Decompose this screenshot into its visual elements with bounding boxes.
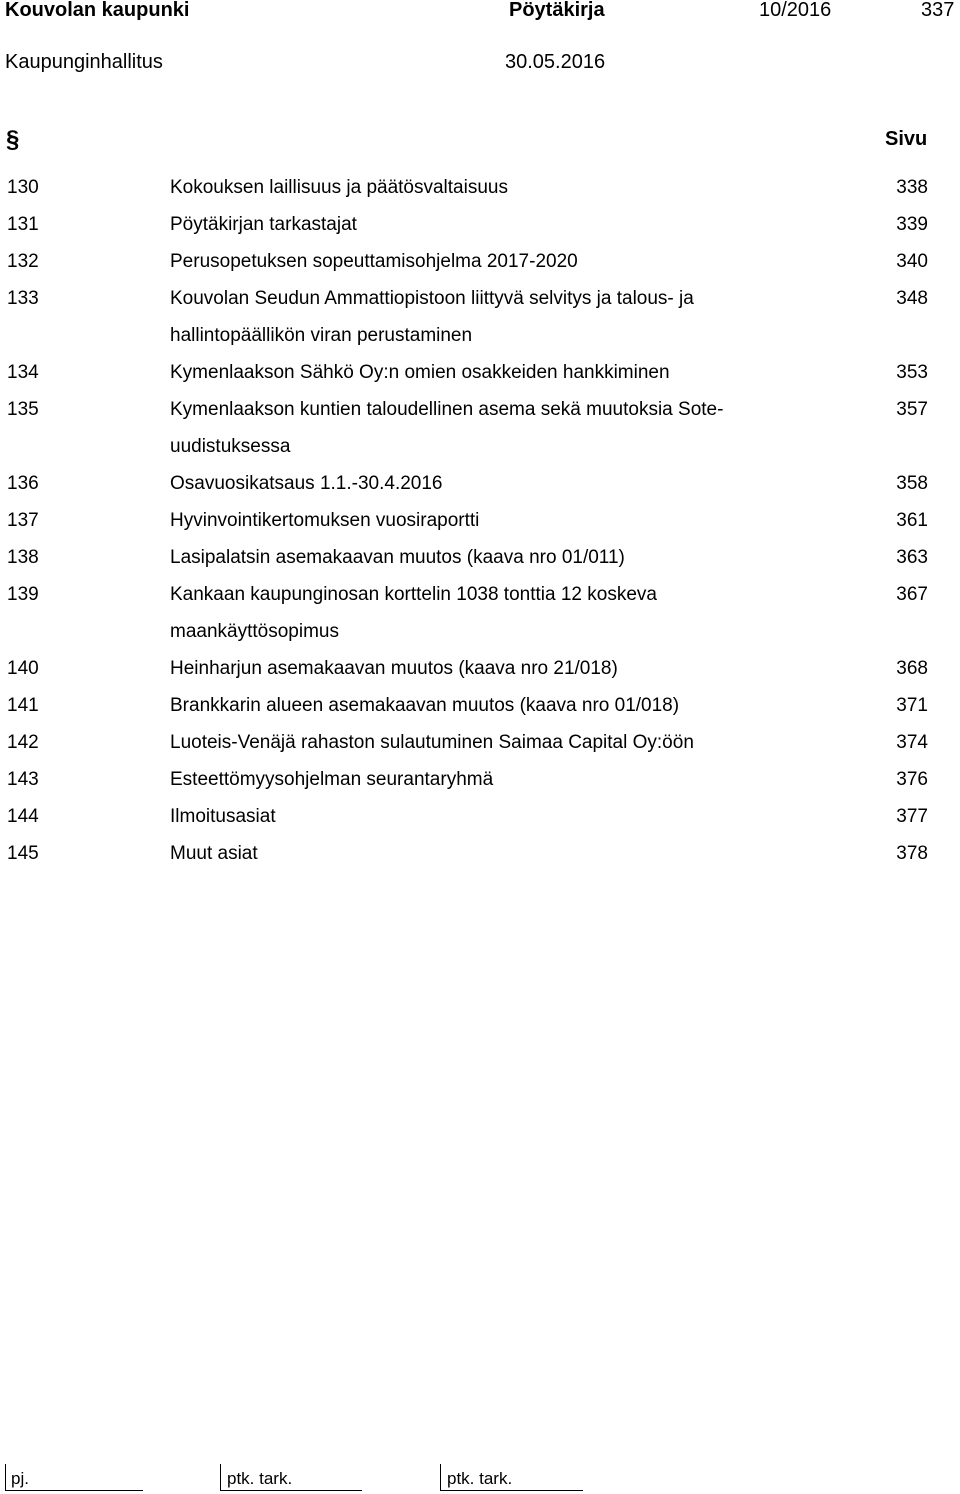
toc-entry-number: 131 xyxy=(7,214,39,235)
checker2-label: ptk. tark. xyxy=(447,1469,513,1488)
toc-entry-title: Hyvinvointikertomuksen vuosiraportti xyxy=(170,510,480,531)
toc-entry-number: 143 xyxy=(7,769,39,790)
toc-entry-title: Luoteis-Venäjä rahaston sulautuminen Saimaa Capital Oy:öön xyxy=(170,732,694,753)
document-type: Pöytäkirja xyxy=(509,0,605,21)
toc-entry-page: 358 xyxy=(896,473,928,494)
toc-entry-number: 132 xyxy=(7,251,39,272)
toc-entry-number: 133 xyxy=(7,288,39,309)
toc-entry-number: 137 xyxy=(7,510,39,531)
toc-entry-page: 357 xyxy=(896,399,928,420)
toc-entry-number: 139 xyxy=(7,584,39,605)
toc-entry-number: 144 xyxy=(7,806,39,827)
toc-entry-title: Muut asiat xyxy=(170,843,258,864)
toc-entry-page: 363 xyxy=(896,547,928,568)
issue-number: 10/2016 xyxy=(759,0,832,21)
toc-entry-page: 353 xyxy=(896,362,928,383)
toc-entry-number: 138 xyxy=(7,547,39,568)
toc-entry-title: Heinharjun asemakaavan muutos (kaava nro 21/018) xyxy=(170,658,618,679)
toc-entry-number: 140 xyxy=(7,658,39,679)
toc-entry-title: Brankkarin alueen asemakaavan muutos (kaava nro 01/018) xyxy=(170,695,680,716)
chair-initials-label: pj. xyxy=(11,1469,29,1488)
toc-entry-title: Kymenlaakson kuntien taloudellinen asema sekä muutoksia Sote-uudistuksessa xyxy=(170,399,724,457)
toc-entry-page: 377 xyxy=(896,806,928,827)
organization-name: Kouvolan kaupunki xyxy=(5,0,190,21)
toc-entry-page: 376 xyxy=(896,769,928,790)
checker1-label: ptk. tark. xyxy=(227,1469,293,1488)
page-column-label: Sivu xyxy=(885,128,928,150)
toc-entry-page: 368 xyxy=(896,658,928,679)
toc-entry-number: 135 xyxy=(7,399,39,420)
toc-entry-title: Lasipalatsin asemakaavan muutos (kaava nro 01/011) xyxy=(170,547,625,568)
toc-entry-number: 136 xyxy=(7,473,39,494)
section-symbol: § xyxy=(6,126,20,153)
toc-entry-page: 338 xyxy=(896,177,928,198)
toc-entry-title: Pöytäkirjan tarkastajat xyxy=(170,214,357,235)
body-name: Kaupunginhallitus xyxy=(5,51,163,73)
toc-entry-page: 348 xyxy=(896,288,928,309)
toc-entry-number: 130 xyxy=(7,177,39,198)
toc-entry-title: Osavuosikatsaus 1.1.-30.4.2016 xyxy=(170,473,443,494)
toc-entry-title: Kouvolan Seudun Ammattiopistoon liittyvä selvitys ja talous- ja hallintopäällikön viran perustaminen xyxy=(170,288,694,346)
meeting-date: 30.05.2016 xyxy=(505,51,606,73)
toc-entry-title: Kymenlaakson Sähkö Oy:n omien osakkeiden hankkiminen xyxy=(170,362,670,383)
toc-entry-title: Esteettömyysohjelman seurantaryhmä xyxy=(170,769,494,790)
toc-entry-page: 371 xyxy=(896,695,928,716)
toc-entry-title: Perusopetuksen sopeuttamisohjelma 2017-2020 xyxy=(170,251,578,272)
toc-entry-number: 142 xyxy=(7,732,39,753)
toc-entry-title: Kokouksen laillisuus ja päätösvaltaisuus xyxy=(170,177,508,198)
toc-entry-number: 141 xyxy=(7,695,39,716)
toc-entry-page: 339 xyxy=(896,214,928,235)
toc-entry-page: 378 xyxy=(896,843,928,864)
toc-entry-page: 367 xyxy=(896,584,928,605)
toc-entry-title: Kankaan kaupunginosan korttelin 1038 tonttia 12 koskeva maankäyttösopimus xyxy=(170,584,657,642)
toc-entry-title: Ilmoitusasiat xyxy=(170,806,276,827)
page-number: 337 xyxy=(921,0,955,21)
toc-entry-number: 145 xyxy=(7,843,39,864)
toc-entry-page: 374 xyxy=(896,732,928,753)
toc-entry-page: 340 xyxy=(896,251,928,272)
toc-entry-number: 134 xyxy=(7,362,39,383)
toc-entry-page: 361 xyxy=(896,510,928,531)
